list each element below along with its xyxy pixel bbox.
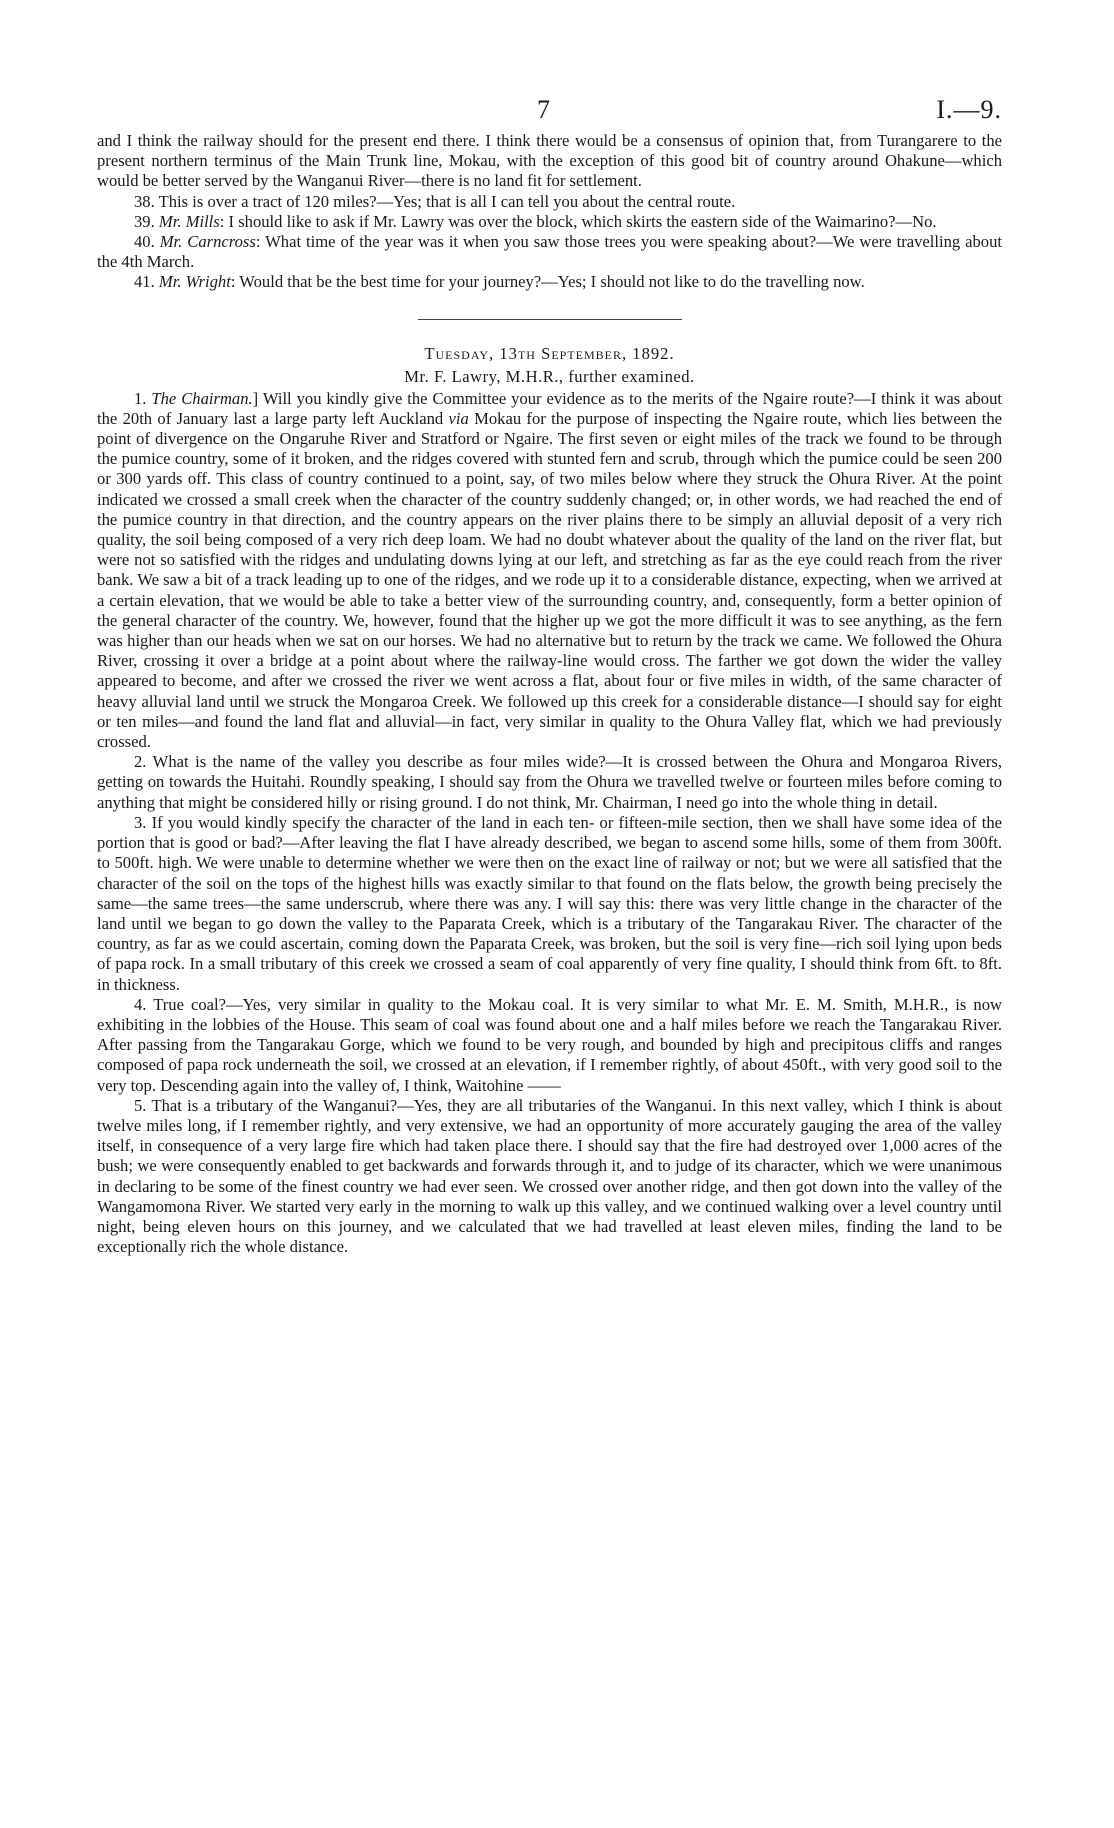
question-number: 1.: [134, 388, 147, 408]
speaker-name: Mr. Carncross: [159, 232, 256, 252]
question-text: : Would that be the best time for your journey?—Yes; I should not like to do the travelling now.: [230, 272, 865, 292]
speaker-name: Mr. Mills: [158, 211, 220, 231]
question-text: : I should like to ask if Mr. Lawry was over the block, which skirts the eastern side of the Waimarino?—No.: [219, 211, 937, 231]
question-number: 2.: [134, 752, 147, 772]
question-4: [97, 995, 1002, 1096]
question-text: This is over a tract of 120 miles?—Yes; that is all I can tell you about the central route.: [158, 191, 736, 211]
question-5: [97, 1096, 1002, 1258]
question-40: [97, 232, 1002, 272]
question-text: What is the name of the valley you describe as four miles wide?—It is crossed between the Ohura and Mongaroa Rivers, getting on towards the Huitahi. Roundly speaking, I should say from the Ohura we travelled twelve or fourteen miles before coming to anything that might be considered hilly or rising ground. I do not think, Mr. Chairman, I need go into the whole thing in detail.: [97, 752, 1002, 812]
question-number: 39.: [134, 211, 155, 231]
question-number: 5.: [134, 1095, 147, 1115]
question-text: That is a tributary of the Wanganui?—Yes, they are all tributaries of the Wanganui. In this next valley, which I think is about twelve miles long, if I remember rightly, and very extensive, we had an opportunity of more accurately gauging the area of the valley itself, in consequence of a very large fire which had taken place there. I should say that the fire had destroyed over 1,000 acres of the bush; we were consequently enabled to get backwards and forwards through it, and to judge of its character, which we were unanimous in declaring to be some of the finest country we had ever seen. We crossed over another ridge, and then got down into the valley of the Wangamomona River. We started very early in the morning to walk up this valley, and we continued walking over a level country until night, being eleven hours on this journey, and we calculated that we had travelled at least eleven miles, finding the land to be exceptionally rich the whole distance.: [97, 1095, 1002, 1257]
question-number: 3.: [134, 812, 147, 832]
question-number: 41.: [134, 272, 155, 292]
speaker-name: Mr. Wright: [158, 272, 231, 292]
document-reference: I.—9.: [936, 95, 1002, 124]
question-1: [97, 389, 1002, 753]
page-number: 7: [537, 95, 550, 124]
page-header: [97, 95, 1002, 131]
question-38: [97, 192, 1002, 212]
question-41: [97, 272, 1002, 292]
question-number: 40.: [134, 232, 155, 252]
question-text: If you would kindly specify the character of the land in each ten- or fifteen-mile section, then we shall have some idea of the portion that is good or bad?—After leaving the flat I have already described, we began to ascend some hills, some of them from 300ft. to 500ft. high. We were unable to determine whether we were then on the exact line of railway or not; but we were all satisfied that the character of the soil on the tops of the highest hills was exactly similar to that found on the flats below, the growth being precisely the same—the same trees—the same underscrub, where there was any. I will say this: there was very little change in the character of the land until we began to go down the valley to the Paparata Creek, which is a tributary of the Tangarakau River. The character of the country, as far as we could ascertain, coming down the Paparata Creek, was broken, but the soil is very fine—rich soil lying upon beds of papa rock. In a small tributary of this creek we crossed a seam of coal apparently of very fine quality, I should think from 6ft. to 8ft. in thickness.: [97, 812, 1002, 994]
continuation-paragraph: and I think the railway should for the present end there. I think there would be a consensus of opinion that, from Turangarere to the present northern terminus of the Main Trunk line, Mokau, with the exception of this good bit of country around Ohakune—which would be better served by the Wanganui River—there is no land fit for settlement.: [97, 131, 1002, 191]
italic-word: via: [448, 408, 469, 428]
question-text: ] Will you kindly give the Committee your evidence as to the merits of the Ngaire route?—I think it was about the 20th of January last a large party left Auckland: [97, 388, 1002, 428]
speaker-name: The Chairman.: [151, 388, 253, 408]
question-number: 4.: [134, 994, 147, 1014]
question-3: [97, 813, 1002, 995]
question-text: : What time of the year was it when you saw those trees you were speaking about?—We were travelling about the 4th March.: [97, 232, 1003, 272]
question-number: 38.: [134, 191, 155, 211]
question-text: True coal?—Yes, very similar in quality to the Mokau coal. It is very similar to what Mr. E. M. Smith, M.H.R., is now exhibiting in the lobbies of the House. This seam of coal was found about one and a half miles before we reach the Tangarakau River. After passing from the Tangarakau Gorge, which we found to be very rough, and bounded by high and precipitous cliffs and ranges composed of papa rock underneath the soil, we crossed at an elevation, if I remember rightly, of about 450ft., with very good soil to the very top. Descending again into the valley of, I think, Waitohine ——: [97, 994, 1003, 1095]
session-date-heading: Tuesday, 13th September, 1892.: [424, 343, 675, 363]
question-text-continued: Mokau for the purpose of inspecting the Ngaire route, which lies between the point of divergence on the Ongaruhe River and Stratford or Ngaire. The first seven or eight miles of the track we found to be through the pumice country, some of it broken, and the ridges covered with stunted fern and scrub, through which the pumice could be seen 200 or 300 yards off. This class of country continued to a point, say, of two miles below where they struck the Ohura River. At the point indicated we crossed a small creek when the character of the country suddenly changed; or, in other words, we had reached the end of the pumice country in that direction, and the country appears on the river plains there to be simply an alluvial deposit of a very rich quality, the soil being composed of a very rich deep loam. We had no doubt whatever about the quality of the land on the river flat, but were not so satisfied with the ridges and undulating downs lying at our left, and stretching as far as the eye could reach from the river bank. We saw a bit of a track leading up to one of the ridges, and we rode up it to a considerable distance, expecting, when we arrived at a certain elevation, that we would be able to take a better view of the surrounding country, and, consequently, form a better opinion of the general character of the country. We, however, found that the higher up we got the more difficult it was to see anything, as the fern was higher than our heads when we sat on our horses. We had no alternative but to return by the track we came. We followed the Ohura River, crossing it over a bridge at a point about where the railway-line would cross. The farther we got down the wider the valley appeared to become, and after we crossed the river we went across a flat, about four or five miles in width, of the same character of heavy alluvial land until we struck the Mongaroa Creek. We followed up this creek for a considerable distance—I should say for eight or ten miles—and found the land flat and alluvial—in fact, very similar in quality to the Ohura Valley flat, which we had previously crossed.: [97, 408, 1002, 752]
question-2: [97, 752, 1002, 813]
document-page: [97, 95, 1002, 1257]
question-39: [97, 212, 1002, 232]
witness-heading: Mr. F. Lawry, M.H.R., further examined.: [404, 366, 695, 386]
section-divider: [418, 319, 682, 320]
